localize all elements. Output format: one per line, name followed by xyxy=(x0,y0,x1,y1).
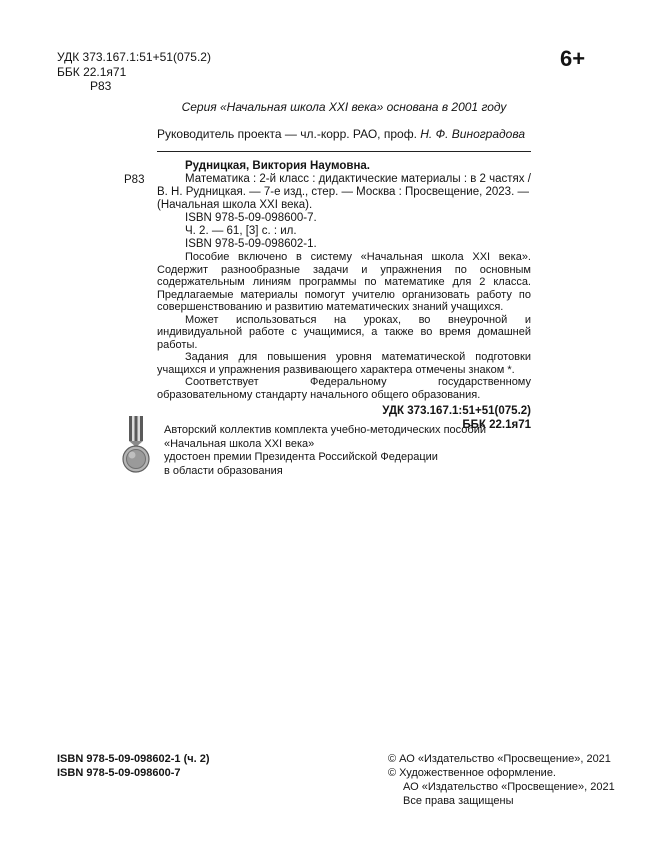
award-text xyxy=(164,424,486,478)
annotation-paragraph: Задания для повышения уровня математической подготовки учащихся и упражнения развивающего характера отмечены знаком *. xyxy=(157,351,531,376)
annotation-paragraph: Пособие включено в систему «Начальная школа XXI века». Содержит разнообразные задачи и упражнения по основным содержательным линиям программы по математике для 2 класса. Предлагаемые материалы помогут учителю организовать работу по совершенствованию и развитию математических знаний учащихся. xyxy=(157,251,531,313)
divider-rule xyxy=(157,151,531,152)
footer-isbn-line: ISBN 978-5-09-098600-7 xyxy=(57,767,181,779)
footer-isbn-line: ISBN 978-5-09-098602-1 (ч. 2) xyxy=(57,753,210,765)
annotation-paragraph: Может использоваться на уроках, во внеурочной и индивидуальной работе с учащимися, а также во время домашней работы. xyxy=(157,313,531,351)
author-sign-margin: Р83 xyxy=(124,174,145,186)
author-sign-top: Р83 xyxy=(90,79,112,93)
award-line: «Начальная школа XXI века» xyxy=(164,437,315,450)
udk-right: УДК 373.167.1:51+51(075.2) xyxy=(382,405,531,417)
copyright-line: АО «Издательство «Просвещение», 2021 xyxy=(403,781,615,793)
top-classification-codes xyxy=(57,50,211,94)
footer-copyright-block xyxy=(388,752,615,808)
part-line: Ч. 2. — 61, [3] с. : ил. xyxy=(185,225,297,237)
project-lead-name: Н. Ф. Виноградова xyxy=(420,127,525,141)
copyright-line: © Художественное оформление. xyxy=(388,767,556,779)
bbk-top: ББК 22.1я71 xyxy=(57,64,127,79)
bbk-right: ББК 22.1я71 xyxy=(462,418,531,431)
udk-top: УДК 373.167.1:51+51(075.2) xyxy=(57,50,211,64)
age-rating-badge: 6+ xyxy=(560,46,586,71)
award-line: в области образования xyxy=(164,464,283,477)
bibliographic-description xyxy=(157,173,531,251)
project-lead-line xyxy=(157,127,531,141)
series-note: Серия «Начальная школа XXI века» основана в 2001 году xyxy=(181,100,507,114)
award-line: удостоен премии Президента Российской Федерации xyxy=(164,451,438,463)
annotation-paragraph: Соответствует Федеральному государственному образовательному стандарту начального общего образования. xyxy=(157,376,531,401)
description-line: (Начальная школа XXI века). xyxy=(157,199,313,211)
isbn-line: ISBN 978-5-09-098600-7. xyxy=(185,212,317,224)
description-line: В. Н. Рудницкая. — 7-е изд., стер. — Москва : Просвещение, 2023. — xyxy=(157,186,529,198)
isbn-line: ISBN 978-5-09-098602-1. xyxy=(185,238,317,250)
author-heading: Рудницкая, Виктория Наумовна. xyxy=(185,160,370,172)
copyright-line: © АО «Издательство «Просвещение», 2021 xyxy=(388,753,611,765)
medal-icon xyxy=(121,416,151,479)
award-note xyxy=(121,416,486,479)
award-line: Авторский коллектив комплекта учебно-методических пособий xyxy=(164,424,486,436)
bibliographic-record xyxy=(124,160,531,432)
description-line: Математика : 2-й класс : дидактические материалы : в 2 частях / xyxy=(185,173,531,185)
project-lead-prefix: Руководитель проекта — чл.-корр. РАО, проф. xyxy=(157,127,421,141)
footer-isbn-block xyxy=(57,752,210,780)
copyright-line: Все права защищены xyxy=(403,795,514,807)
